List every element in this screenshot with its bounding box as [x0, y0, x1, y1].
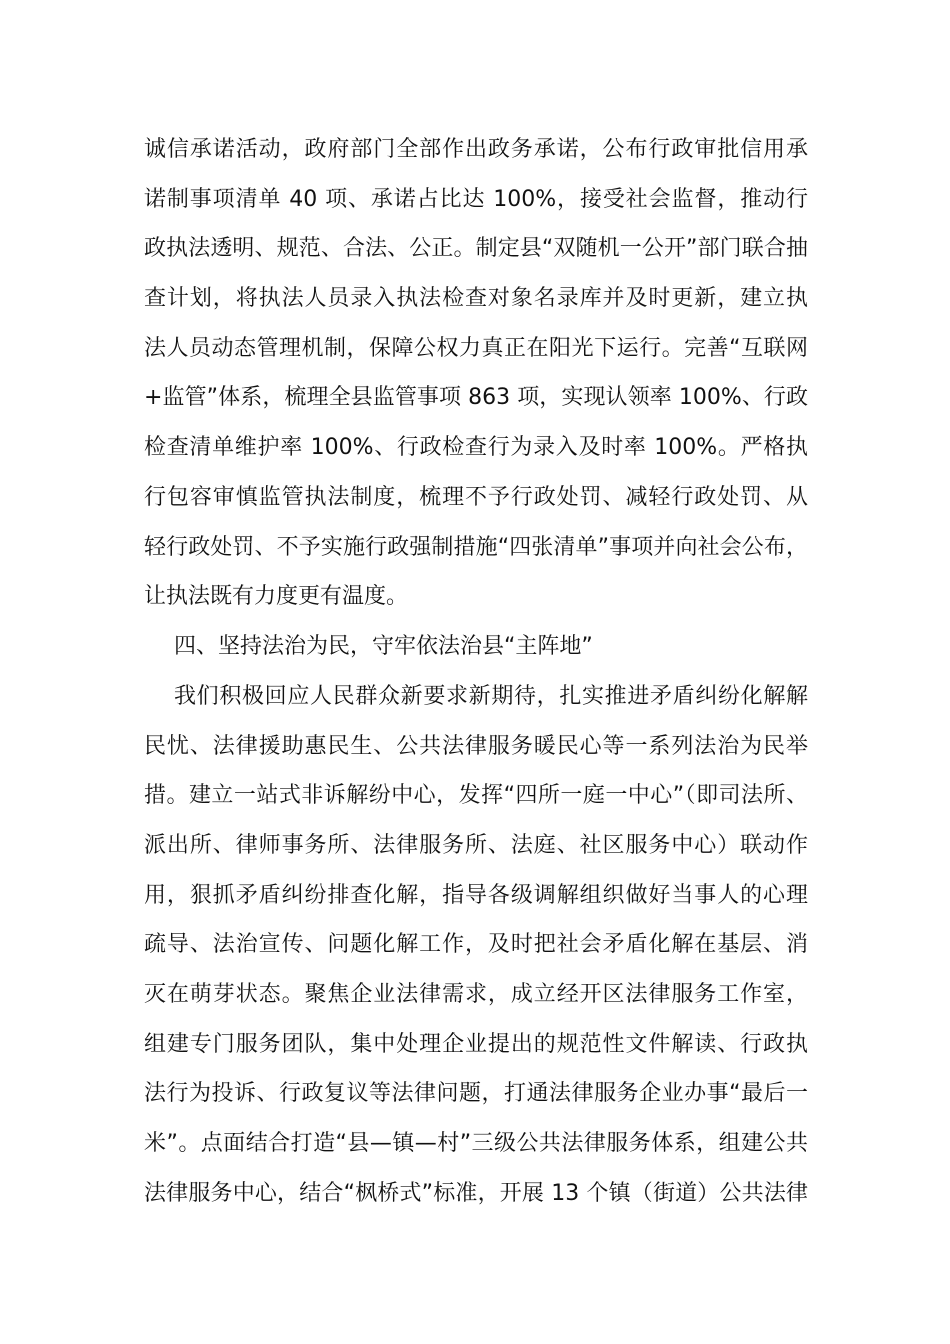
text-line: 行包容审慎监管执法制度，梳理不予行政处罚、减轻行政处罚、从	[144, 485, 808, 510]
text-line: 法律服务中心，结合“枫桥式”标准，开展 13 个镇（街道）公共法律	[144, 1181, 808, 1206]
text-line: 法行为投诉、行政复议等法律问题，打通法律服务企业办事“最后一	[144, 1081, 808, 1106]
text-line: 用，狠抓矛盾纠纷排查化解，指导各级调解组织做好当事人的心理	[144, 883, 808, 908]
text-line: 米”。点面结合打造“县—镇—村”三级公共法律服务体系，组建公共	[144, 1131, 808, 1156]
text-line: 法人员动态管理机制，保障公权力真正在阳光下运行。完善“互联网	[144, 336, 808, 361]
section-heading: 四、坚持法治为民，守牢依法治县“主阵地”	[174, 634, 593, 659]
text-line: 民忧、法律援助惠民生、公共法律服务暖民心等一系列法治为民举	[144, 734, 808, 759]
text-line: 疏导、法治宣传、问题化解工作，及时把社会矛盾化解在基层、消	[144, 932, 808, 957]
text-line: 政执法透明、规范、合法、公正。制定县“双随机一公开”部门联合抽	[144, 236, 808, 261]
text-line: 轻行政处罚、不予实施行政强制措施“四张清单”事项并向社会公布，	[144, 535, 808, 560]
text-line: 查计划，将执法人员录入执法检查对象名录库并及时更新，建立执	[144, 286, 808, 311]
text-line: 灭在萌芽状态。聚焦企业法律需求，成立经开区法律服务工作室，	[144, 982, 808, 1007]
paragraph-first-line: 我们积极回应人民群众新要求新期待，扎实推进矛盾纠纷化解解	[174, 684, 808, 709]
text-line: 派出所、律师事务所、法律服务所、法庭、社区服务中心）联动作	[144, 833, 808, 858]
text-line: 诺制事项清单 40 项、承诺占比达 100%，接受社会监督，推动行	[144, 187, 808, 212]
paragraph-last-line: 让执法既有力度更有温度。	[144, 584, 409, 609]
text-line: 诚信承诺活动，政府部门全部作出政务承诺，公布行政审批信用承	[144, 137, 808, 162]
text-line: 组建专门服务团队，集中处理企业提出的规范性文件解读、行政执	[144, 1032, 808, 1057]
text-line: 措。建立一站式非诉解纷中心，发挥“四所一庭一中心”（即司法所、	[144, 783, 808, 808]
text-line: +监管”体系，梳理全县监管事项 863 项，实现认领率 100%、行政	[144, 385, 808, 410]
text-line: 检查清单维护率 100%、行政检查行为录入及时率 100%。严格执	[144, 435, 808, 460]
